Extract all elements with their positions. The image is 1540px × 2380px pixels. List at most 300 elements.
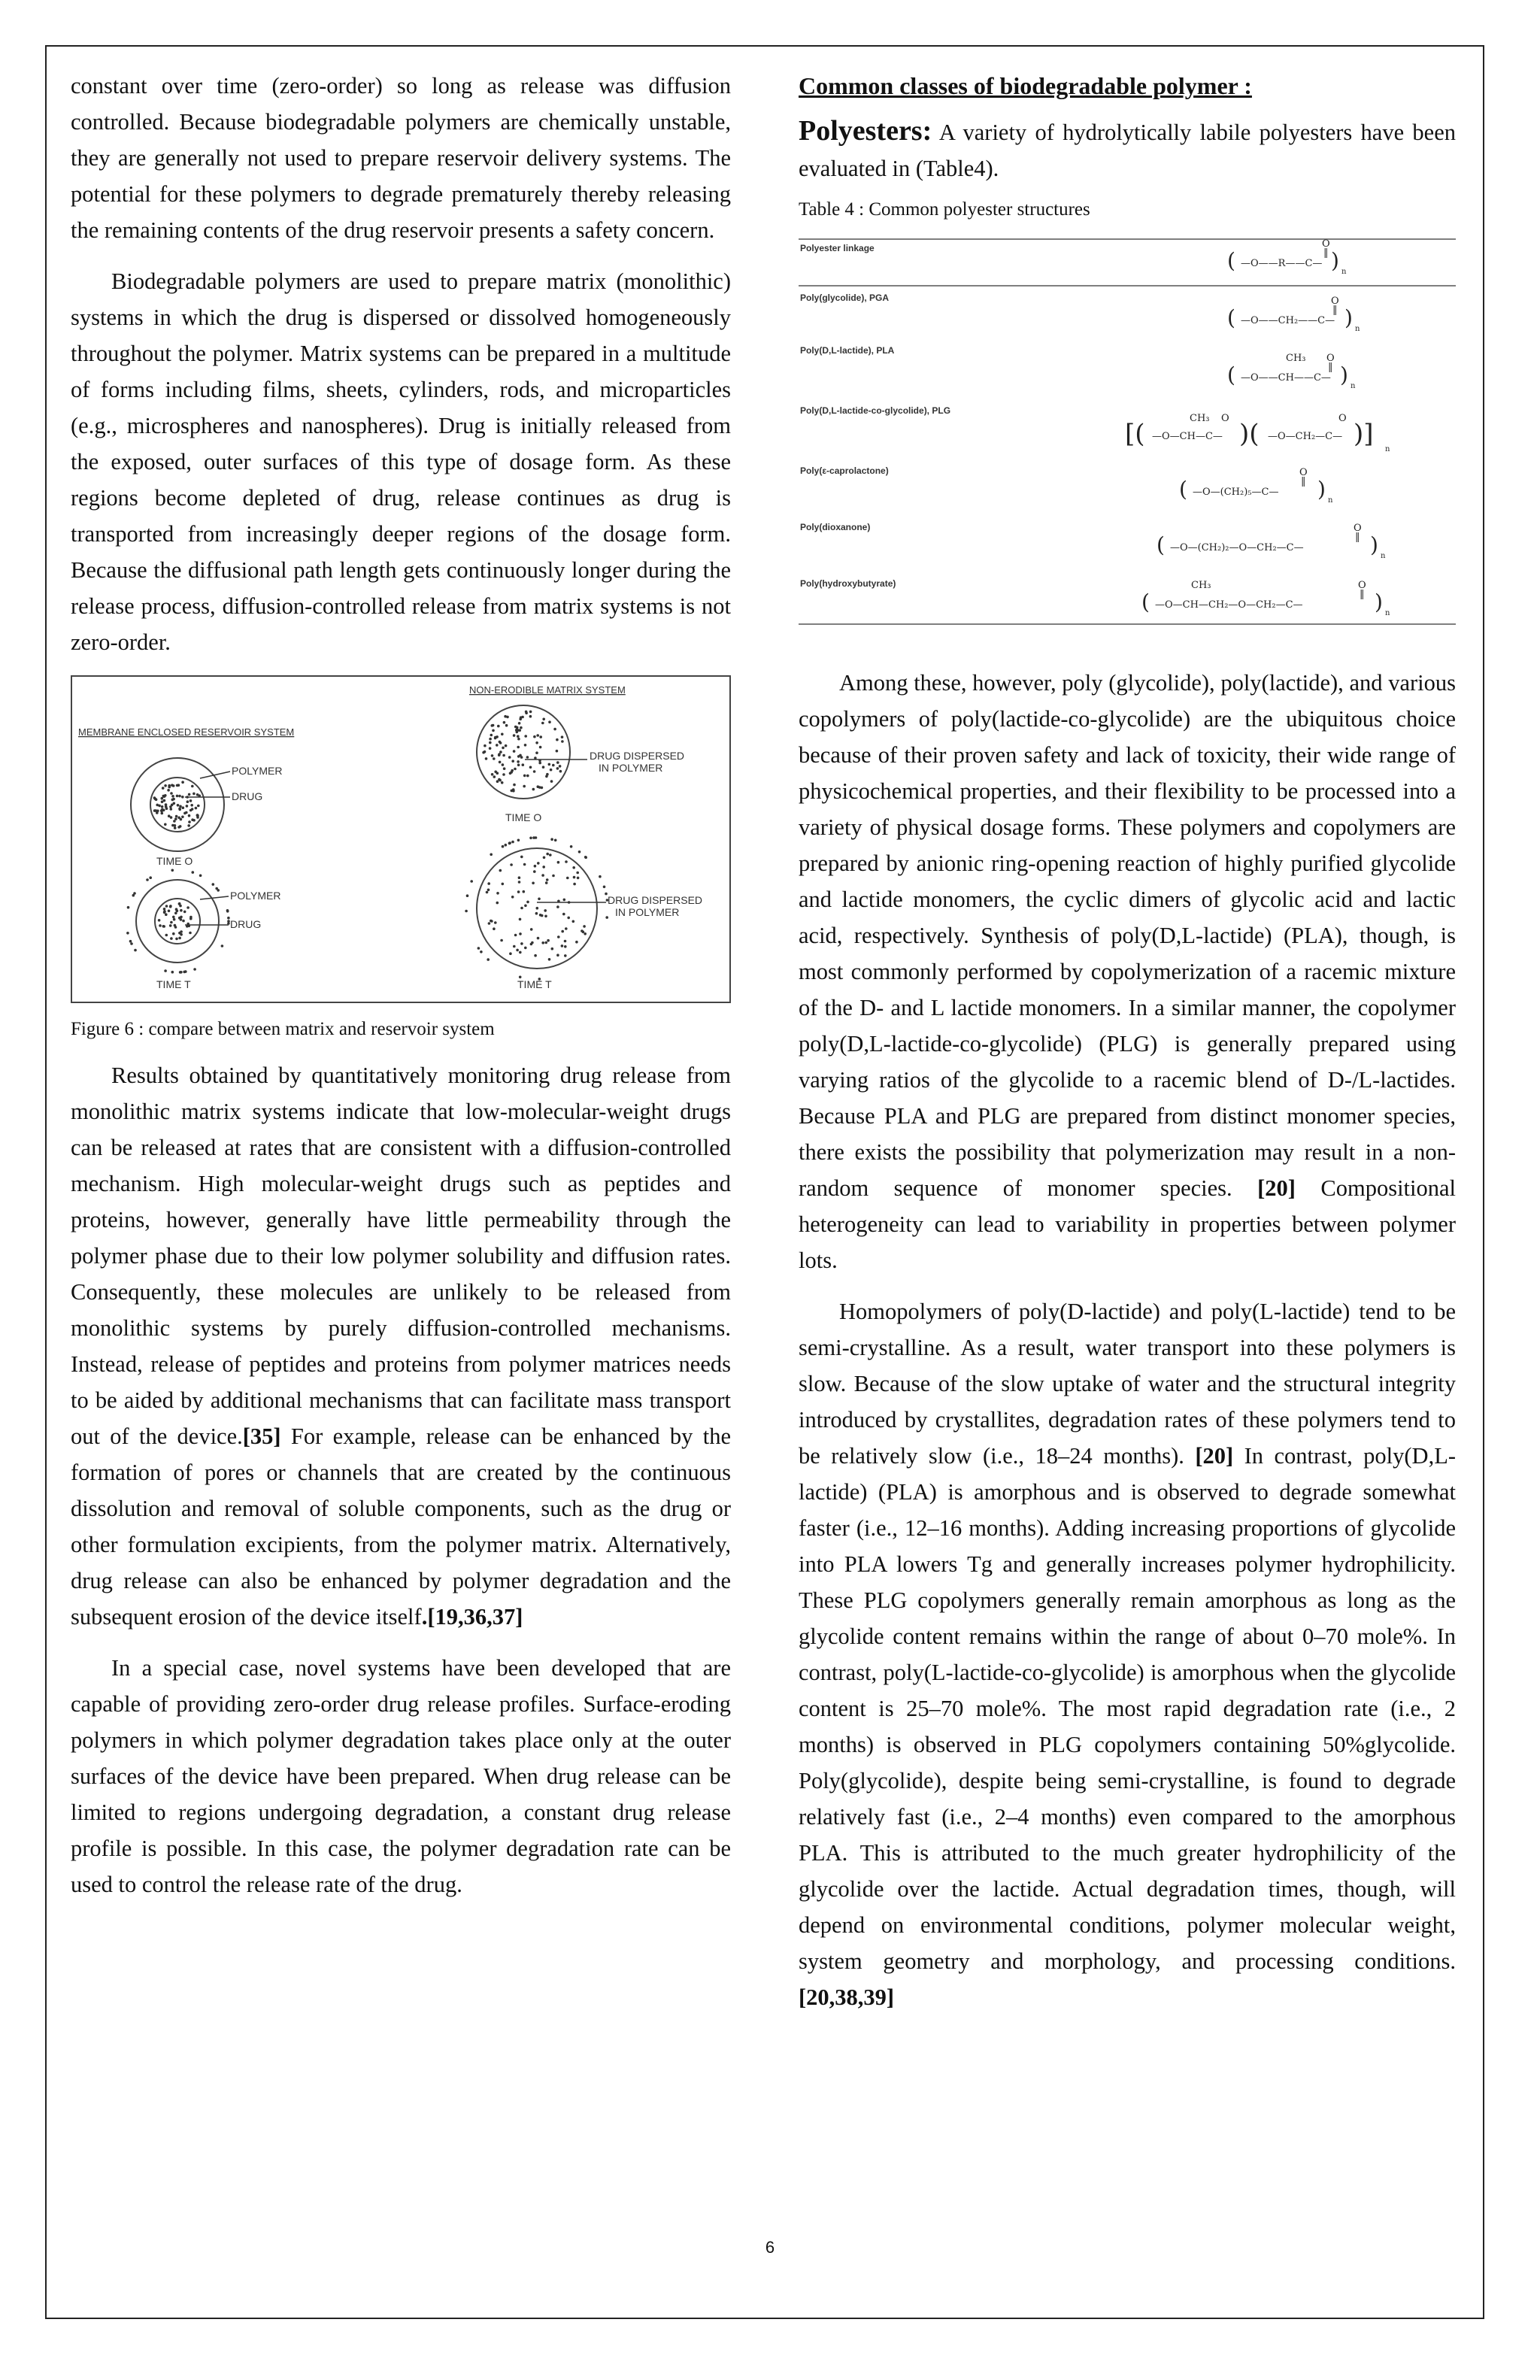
svg-text:): )	[1344, 305, 1353, 330]
drug-dot	[529, 711, 532, 714]
svg-text:‖: ‖	[1355, 532, 1360, 543]
reservoir-title: MEMBRANE ENCLOSED RESERVOIR SYSTEM	[78, 726, 295, 738]
drug-dot	[505, 724, 508, 727]
row-label-pcl: Poly(ε-caprolactone)	[800, 465, 889, 476]
right-column	[799, 68, 1456, 2030]
matrix-drug-dots-t	[465, 836, 608, 981]
drug-dot	[545, 881, 548, 884]
drug-dot	[164, 784, 167, 787]
label-dispersed-o-1: DRUG DISPERSED	[590, 750, 685, 762]
drug-dot	[153, 809, 156, 812]
svg-text:): )	[1370, 532, 1378, 557]
drug-dot	[496, 892, 499, 895]
drug-dot	[552, 764, 555, 767]
drug-dot	[510, 863, 513, 866]
drug-dot	[162, 809, 165, 812]
paragraph-3-text-a: Results obtained by quantitatively monitoring drug release from monolithic matrix systems indicate that low-molecular-weight drugs can be released at rates that are consistent with a diffusion-controlled mechanism. High molecular-weight drugs such as peptides and proteins, however, generally have little permeability through the polymer phase due to their low polymer solubility and diffusion rates. Consequently, these molecules are unlikely to be released from monolithic systems by purely diffusion-controlled mechanisms. Instead, release of peptides and proteins from polymer matrices needs to be aided by additional mechanisms that can facilitate mass transport out of the device.	[71, 1063, 731, 1449]
drug-dot	[538, 786, 541, 789]
drug-dot	[548, 720, 551, 723]
drug-dot	[514, 934, 517, 937]
drug-dot	[578, 850, 581, 853]
drug-dot	[173, 918, 176, 921]
svg-text:(: (	[1227, 248, 1235, 273]
drug-dot	[170, 792, 173, 795]
label-drug-t: DRUG	[230, 918, 262, 930]
label-time-t-matrix: TIME T	[517, 978, 552, 990]
row-label-pga: Poly(glycolide), PGA	[800, 293, 890, 303]
drug-dot	[549, 853, 552, 856]
drug-dot	[491, 754, 494, 757]
drug-dot	[550, 769, 553, 772]
svg-text:—O—CH—CH₂—O—CH₂—C—: —O—CH—CH₂—O—CH₂—C—	[1155, 599, 1303, 611]
drug-dot	[465, 910, 468, 913]
svg-text:O: O	[1221, 413, 1229, 424]
drug-dot	[546, 853, 549, 856]
drug-dot	[518, 722, 521, 725]
drug-dot	[178, 937, 181, 940]
drug-dot	[559, 770, 562, 773]
drug-dot	[548, 763, 551, 766]
paragraph-5-text-b: Compositional heterogeneity can lead to variability in properties between polymer lots.	[799, 1175, 1457, 1273]
row-label-linkage: Polyester linkage	[800, 243, 875, 253]
row-label-plg: Poly(D,L-lactide-co-glycolide), PLG	[800, 405, 951, 416]
drug-dot	[517, 764, 520, 767]
drug-dot	[170, 937, 173, 940]
drug-dot	[556, 767, 559, 770]
drug-dot	[492, 729, 495, 732]
drug-dot	[165, 905, 168, 908]
drug-dot	[490, 734, 493, 737]
drug-dot	[484, 744, 487, 747]
polyesters-heading: Polyesters:	[799, 115, 932, 147]
drug-dot	[524, 744, 527, 747]
drug-dot	[174, 824, 177, 827]
drug-dot	[500, 939, 503, 942]
drug-dot	[551, 947, 554, 950]
paragraph-3	[71, 1057, 731, 1635]
drug-dot	[161, 797, 164, 800]
citation-20-a: [20]	[1257, 1175, 1296, 1201]
drug-dot	[170, 921, 173, 924]
drug-dot	[552, 875, 555, 878]
drug-dot	[502, 747, 505, 750]
svg-text:‖: ‖	[1360, 589, 1365, 600]
drug-dot	[582, 931, 585, 934]
drug-dot	[583, 925, 586, 928]
structure-phb	[1141, 580, 1390, 617]
drug-dot	[520, 726, 523, 729]
svg-text:—O—(CH₂)₅—C—: —O—(CH₂)₅—C—	[1193, 487, 1279, 498]
drug-dot	[183, 911, 186, 914]
drug-dot	[192, 819, 196, 822]
drug-dot	[502, 883, 505, 886]
drug-dot	[511, 769, 514, 772]
drug-dot	[513, 945, 516, 948]
drug-dot	[533, 870, 536, 873]
drug-dot	[534, 954, 537, 957]
drug-dot	[538, 898, 541, 901]
table-4	[799, 233, 1456, 639]
structure-plg	[1125, 413, 1390, 453]
svg-text:—O——CH₂——C—: —O——CH₂——C—	[1241, 315, 1335, 326]
drug-dot	[171, 795, 174, 798]
drug-dot	[190, 804, 193, 807]
svg-text:n: n	[1355, 325, 1360, 333]
drug-dot	[494, 921, 497, 924]
drug-dot	[497, 725, 500, 728]
drug-dot	[162, 787, 165, 790]
figure-6-diagram	[72, 677, 726, 999]
drug-dot	[542, 866, 545, 869]
svg-text:)(: )(	[1239, 419, 1260, 449]
drug-dot	[533, 735, 536, 738]
drug-dot	[163, 908, 166, 911]
drug-dot	[532, 788, 535, 791]
matrix-drug-dots-o	[482, 711, 563, 793]
drug-dot	[170, 816, 173, 819]
drug-dot	[156, 810, 159, 813]
drug-dot	[477, 947, 480, 950]
svg-text:): )	[1331, 248, 1339, 273]
drug-dot	[518, 729, 521, 732]
drug-dot	[192, 871, 195, 874]
drug-dot	[487, 882, 490, 885]
drug-dot	[182, 920, 185, 923]
drug-dot	[511, 759, 514, 763]
drug-dot	[499, 741, 502, 744]
svg-text:CH₃: CH₃	[1191, 580, 1211, 591]
drug-dot	[564, 940, 567, 943]
paragraph-6-text-a: Homopolymers of poly(D-lactide) and poly(L-lactide) tend to be semi-crystalline. As a result, water transport into these polymers is slow. Because of the slow uptake of water and the structural integrity introduced by crystallites, degradation rates of these polymers tend to be relatively slow (i.e., 18–24 months).	[799, 1299, 1456, 1469]
svg-text:—O——R——C—: —O——R——C—	[1241, 258, 1323, 269]
drug-dot	[180, 971, 183, 974]
reservoir-outer-membrane-t	[136, 880, 219, 963]
drug-dot	[162, 795, 165, 798]
drug-dot	[519, 932, 522, 935]
page-number: 6	[765, 2238, 775, 2257]
drug-dot	[561, 740, 564, 743]
drug-dot	[525, 711, 528, 714]
drug-dot	[526, 775, 529, 778]
drug-dot	[526, 901, 529, 904]
drug-dot	[518, 876, 521, 879]
drug-dot	[547, 939, 550, 942]
drug-dot	[164, 823, 167, 826]
label-dispersed-t-1: DRUG DISPERSED	[608, 894, 703, 906]
drug-dot	[565, 860, 568, 863]
matrix-title: NON-ERODIBLE MATRIX SYSTEM	[469, 684, 626, 696]
drug-dot	[539, 914, 542, 917]
drug-dot	[172, 932, 175, 935]
drug-dot	[178, 932, 181, 935]
drug-dot	[523, 775, 526, 778]
drug-dot	[524, 735, 527, 738]
drug-dot	[520, 942, 523, 945]
drug-dot	[543, 856, 546, 860]
drug-dot	[544, 915, 547, 918]
drug-dot	[541, 722, 544, 725]
drug-dot	[171, 799, 174, 802]
svg-text:O: O	[1326, 353, 1335, 364]
svg-text:—O—(CH₂)₂—O—CH₂—C—: —O—(CH₂)₂—O—CH₂—C—	[1170, 542, 1304, 553]
drug-dot	[567, 917, 570, 920]
drug-dot	[516, 949, 519, 952]
drug-dot	[496, 780, 499, 783]
drug-dot	[466, 894, 469, 897]
drug-dot	[533, 770, 536, 773]
drug-dot	[189, 932, 192, 935]
drug-dot	[519, 951, 522, 954]
drug-dot	[561, 944, 564, 947]
drug-dot	[182, 806, 185, 809]
drug-dot	[517, 839, 520, 842]
drug-dot	[498, 753, 501, 756]
drug-dot	[499, 869, 502, 872]
drug-dot	[496, 744, 499, 747]
drug-dot	[557, 935, 560, 938]
drug-dot	[502, 773, 505, 776]
drug-dot	[126, 932, 129, 935]
drug-dot	[512, 790, 515, 793]
drug-dot	[599, 875, 602, 878]
drug-dot	[187, 824, 190, 827]
drug-dot	[176, 784, 179, 787]
label-time-o-reservoir: TIME O	[156, 855, 193, 867]
drug-dot	[511, 841, 514, 844]
drug-dot	[493, 757, 496, 760]
drug-dot	[493, 927, 496, 930]
drug-dot	[181, 796, 184, 799]
drug-dot	[575, 941, 578, 944]
drug-dot	[489, 738, 492, 741]
drug-dot	[197, 805, 200, 808]
label-dispersed-t-2: IN POLYMER	[615, 906, 680, 918]
paragraph-3-text-b: For example, release can be enhanced by the formation of pores or channels that are created by the continuous dissolution and removal of soluble components, such as the drug or other formulation excipients, from the polymer matrix. Alternatively, drug release can also be enhanced by polymer degradation and the subsequent erosion of the device itself	[71, 1423, 731, 1630]
drug-dot	[183, 812, 186, 815]
drug-dot	[541, 941, 544, 944]
svg-text:)]: )]	[1354, 419, 1374, 449]
svg-text:—O—CH—C—: —O—CH—C—	[1152, 431, 1223, 442]
drug-dot	[503, 721, 506, 724]
drug-dot	[564, 945, 567, 948]
drug-dot	[179, 825, 182, 828]
drug-dot	[530, 928, 533, 931]
drug-dot	[191, 785, 194, 788]
drug-dot	[180, 918, 183, 921]
drug-dot	[221, 944, 224, 947]
drug-dot	[127, 906, 130, 909]
drug-dot	[489, 747, 492, 750]
paragraph-2: Biodegradable polymers are used to prepare matrix (monolithic) systems in which the drug is dispersed or dissolved homogeneously throughout the polymer. Matrix systems can be prepared in a multitude of forms including films, sheets, cylinders, rods, and microparticles (e.g., microspheres and nanospheres). Drug is initially released from the exposed, outer surfaces of this type of dosage form. As these regions become depleted of drug, release continues as drug is transported from increasingly deeper regions of the dosage form. Because the diffusional path length gets continuously longer during the release process, diffusion-controlled release from matrix systems is not zero-order.	[71, 268, 731, 655]
drug-dot	[171, 869, 174, 872]
drug-dot	[168, 910, 171, 913]
structure-pcl	[1179, 467, 1333, 505]
drug-dot	[186, 805, 189, 808]
svg-text:‖: ‖	[1332, 305, 1338, 316]
figure-6-caption: Figure 6 : compare between matrix and reservoir system	[71, 1019, 495, 1039]
svg-text:n: n	[1385, 445, 1390, 453]
drug-dot	[181, 781, 184, 784]
label-dispersed-o-2: IN POLYMER	[599, 762, 663, 774]
drug-dot	[153, 796, 156, 799]
structure-pdo	[1157, 523, 1386, 560]
citation-20-b: [20]	[1195, 1443, 1234, 1469]
figure-6	[71, 675, 731, 1003]
drug-dot	[556, 750, 559, 753]
svg-text:CH₃: CH₃	[1286, 353, 1306, 364]
svg-text:(: (	[1227, 362, 1235, 387]
drug-dot	[162, 925, 165, 928]
svg-text:‖: ‖	[1328, 362, 1333, 373]
drug-dot	[199, 875, 202, 878]
drug-dot	[485, 757, 488, 760]
svg-text:n: n	[1328, 496, 1333, 505]
svg-text:n: n	[1351, 382, 1356, 390]
drug-dot	[501, 781, 504, 784]
drug-dot	[193, 968, 196, 971]
drug-dot	[566, 877, 569, 880]
svg-text:[(: [(	[1125, 419, 1145, 449]
drug-dot	[556, 738, 559, 741]
paragraph-6	[799, 1293, 1456, 2015]
drug-dot	[158, 919, 161, 922]
drug-dot	[519, 718, 522, 721]
citation-20-38-39: [20,38,39]	[799, 1984, 895, 2010]
reservoir-drug-dots	[153, 781, 201, 829]
citation-35: [35]	[242, 1423, 281, 1449]
drug-dot	[544, 909, 547, 912]
drug-dot	[196, 814, 199, 817]
drug-dot	[493, 775, 496, 778]
paragraph-4: In a special case, novel systems have been developed that are capable of providing zero-order drug release profiles. Surface-eroding polymers in which polymer degradation takes place only at the outer surfaces of the device have been prepared. When drug release can be limited to regions undergoing degradation, a constant drug release profile is possible. In this case, the polymer degradation rate can be used to control the release rate of the drug.	[71, 1655, 731, 1897]
svg-text:O: O	[1338, 413, 1347, 424]
drug-dot	[487, 889, 490, 892]
drug-dot	[541, 874, 544, 877]
svg-text:n: n	[1381, 552, 1386, 560]
drug-dot	[561, 735, 564, 738]
drug-dot	[537, 862, 540, 865]
svg-text:—O—CH₂—C—: —O—CH₂—C—	[1268, 431, 1343, 442]
drug-dot	[470, 880, 473, 883]
paragraph-5	[799, 665, 1456, 1278]
drug-dot	[565, 927, 568, 930]
drug-dot	[526, 756, 529, 759]
drug-dot	[524, 947, 527, 950]
drug-dot	[215, 887, 218, 890]
drug-dot	[174, 912, 177, 915]
drug-dot	[156, 804, 159, 807]
drug-dot	[505, 744, 508, 747]
drug-dot	[517, 735, 520, 738]
drug-dot	[174, 924, 177, 927]
drug-dot	[171, 971, 174, 974]
svg-text:(: (	[1157, 532, 1165, 557]
svg-text:(: (	[1141, 590, 1150, 614]
drug-dot	[550, 838, 553, 841]
drug-dot	[517, 890, 520, 893]
drug-dot	[513, 750, 516, 753]
drug-dot	[539, 746, 542, 749]
drug-dot	[492, 724, 495, 727]
drug-dot	[165, 805, 168, 808]
drug-dot	[499, 750, 502, 753]
drug-dot	[511, 896, 514, 899]
drug-dot	[494, 736, 497, 739]
drug-dot	[195, 807, 198, 810]
drug-dot	[134, 949, 137, 952]
drug-dot	[132, 894, 135, 897]
drug-dot	[513, 784, 516, 787]
drug-dot	[518, 881, 521, 884]
drug-dot	[546, 878, 549, 881]
drug-dot	[572, 920, 575, 923]
drug-dot	[212, 883, 215, 886]
drug-dot	[584, 856, 587, 860]
drug-dot	[523, 863, 526, 866]
drug-dot	[167, 789, 170, 792]
drug-dot	[192, 793, 196, 796]
svg-text:(: (	[1227, 305, 1235, 330]
reservoir-drug-dots-t	[126, 869, 230, 974]
citation-19-36-37: .[19,36,37]	[421, 1604, 523, 1630]
drug-dot	[496, 772, 499, 775]
left-column	[71, 68, 731, 1918]
svg-text:O: O	[1331, 296, 1339, 307]
drug-dot	[165, 913, 168, 916]
polyesters-text: A variety of hydrolytically labile polyesters have been evaluated in (Table4).	[799, 120, 1456, 181]
drug-dot	[159, 924, 162, 927]
drug-dot	[534, 865, 537, 868]
drug-dot	[165, 934, 168, 937]
svg-text:(: (	[1179, 477, 1187, 502]
label-time-o-matrix: TIME O	[505, 811, 542, 823]
paragraph-5-text-a: Among these, however, poly (glycolide), poly(lactide), and various copolymers of poly(lactide-co-glycolide) are the ubiquitous choice because of their proven safety and lack of toxicity, their wide range of physicochemical properties, and their flexibility to be processed into a variety of physical dosage forms. These polymers and copolymers are prepared by anionic ring-opening reaction of highly purified glycolide and lactide monomers, the cyclic dimers of glycolic acid and lactic acid, respectively. Synthesis of poly(D,L-lactide) (PLA), though, is most commonly performed by copolymerization of a racemic mixture of the D- and L lactide monomers. In a similar manner, the copolymer poly(D,L-lactide-co-glycolide) (PLG) is generally prepared using varying ratios of the glycolide to a racemic blend of D-/L-lactides. Because PLA and PLG are prepared from distinct monomer species, there exists the possibility that polymerization may result in a non-random sequence of monomer species.	[799, 670, 1456, 1201]
drug-dot	[514, 768, 517, 771]
drug-dot	[175, 938, 178, 941]
drug-dot	[509, 952, 512, 955]
drug-dot	[178, 808, 181, 811]
svg-text:O: O	[1322, 238, 1330, 250]
drug-dot	[539, 735, 542, 738]
drug-dot	[523, 785, 526, 788]
label-time-t-reservoir: TIME T	[156, 978, 191, 990]
drug-dot	[499, 779, 502, 782]
drug-dot	[535, 836, 538, 839]
drug-dot	[149, 876, 152, 879]
drug-dot	[522, 763, 525, 766]
drug-dot	[557, 861, 560, 864]
drug-dot	[169, 905, 172, 908]
drug-dot	[573, 876, 576, 879]
drug-dot	[532, 882, 535, 885]
drug-dot	[544, 941, 547, 944]
section-heading: Common classes of biodegradable polymer :	[799, 72, 1252, 99]
drug-dot	[186, 906, 189, 909]
drug-dot	[130, 942, 133, 945]
drug-dot	[584, 932, 587, 935]
label-polymer-o: POLYMER	[232, 765, 283, 777]
label-polymer-t: POLYMER	[230, 890, 281, 902]
drug-dot	[178, 902, 181, 905]
drug-dot	[531, 941, 534, 944]
drug-dot	[513, 734, 516, 737]
svg-text:n: n	[1385, 609, 1390, 617]
drug-dot	[163, 910, 166, 913]
drug-dot	[486, 891, 489, 894]
drug-dot	[561, 930, 564, 933]
drug-dot	[174, 817, 177, 820]
drug-dot	[605, 916, 608, 919]
